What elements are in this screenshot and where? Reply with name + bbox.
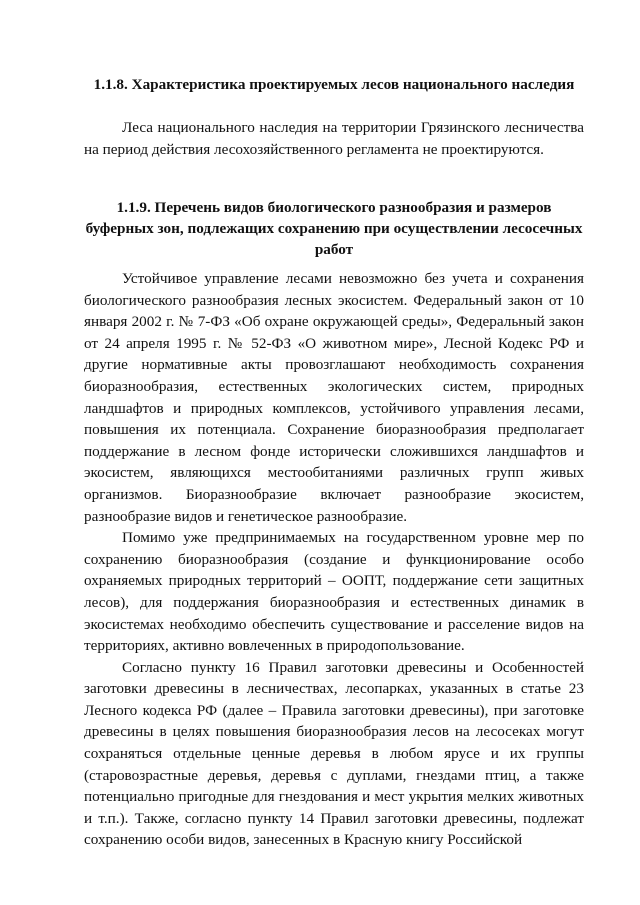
section-1-1-9-paragraph-2: Помимо уже предпринимаемых на государственном уровне мер по сохранению биоразнообразия (создание и функционирование особо охраняемых природных территорий – ООПТ, поддержание сети защитных лесов), для поддержания биоразнообразия и естественных динамик в экосистемах необходимо обеспечить существование и расселение видов на территориях, активно вовлеченных в природопользование.	[84, 529, 584, 655]
section-1-1-9-paragraph-3: Согласно пункту 16 Правил заготовки древесины и Особенностей заготовки древесины в лесничествах, лесопарках, указанных в статье 23 Лесного кодекса РФ (далее – Правила заготовки древесины), при заготовке древесины в целях повышения биоразнообразия лесов на лесосеках могут сохраняться отдельные ценные деревья в любом ярусе и их группы (старовозрастные деревья, деревья с дуплами, гнездами птиц, а также потенциально пригодные для гнездования и мест укрытия мелких животных и т.п.). Также, согласно пункту 14 Правил заготовки древесины, подлежат сохранению особи видов, занесенных в Красную книгу Российской	[84, 658, 584, 849]
section-1-1-9-body	[84, 268, 584, 851]
section-heading-1-1-8: 1.1.8. Характеристика проектируемых лесов национального наследия	[93, 76, 575, 93]
section-1-1-9-paragraph-1: Устойчивое управление лесами невозможно без учета и сохранения биологического разнообразия лесных экосистем. Федеральный закон от 10 января 2002 г. № 7-ФЗ «Об охране окружающей среды», Федеральный закон от 24 апреля 1995 г. № 52-ФЗ «О животном мире», Лесной Кодекс РФ и другие нормативные акты провозглашают необходимость сохранения биоразнообразия, естественных экологических систем, природных ландшафтов и природных комплексов, устойчивого управления лесами, повышения их потенциала. Сохранение биоразнообразия предполагает поддержание в лесном фонде исторически сложившихся ландшафтов и экосистем, являющихся местообитаниями различных групп живых организмов. Биоразнообразие включает разнообразие экосистем, разнообразие видов и генетическое разнообразие.	[84, 270, 584, 525]
section-heading-1-1-9: 1.1.9. Перечень видов биологического разнообразия и размеров буферных зон, подлежащих сохранению при осуществлении лесосечных работ	[85, 199, 583, 258]
section-1-1-8-paragraph: Леса национального наследия на территории Грязинского лесничества на период действия лесохозяйственного регламента не проектируются.	[84, 119, 584, 158]
